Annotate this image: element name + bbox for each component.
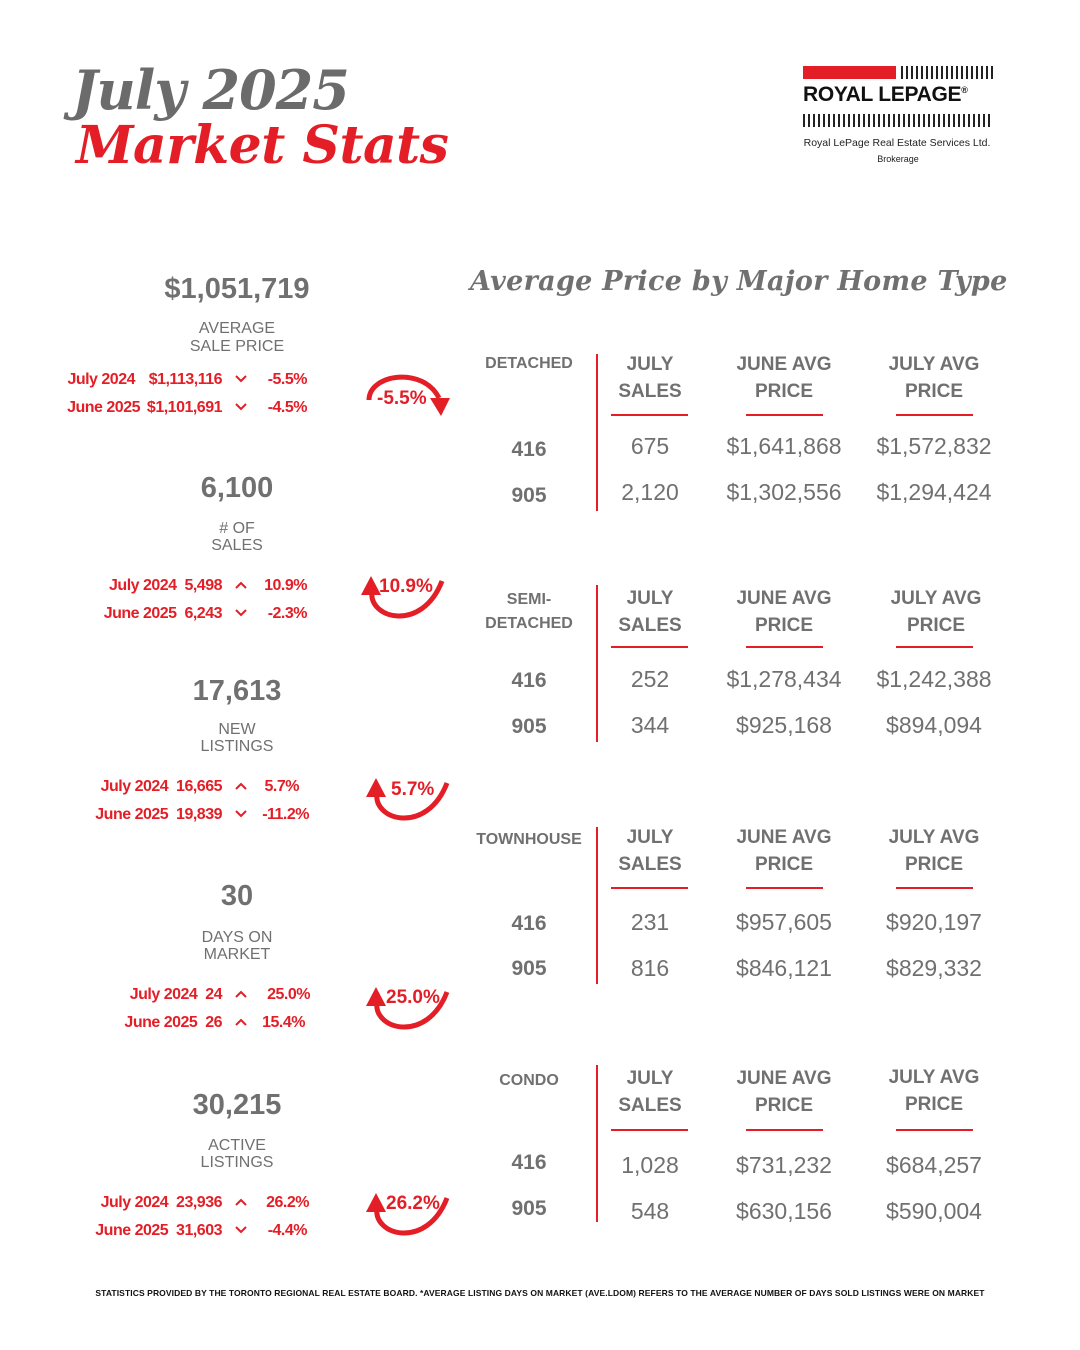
stat-label-line1: AVERAGE xyxy=(198,320,276,337)
comparison-change: -5.5% xyxy=(267,371,307,388)
chevron-up-icon xyxy=(233,780,249,792)
arrow-label-new-listings: 5.7% xyxy=(391,779,435,800)
arrow-label-sales: 10.9% xyxy=(379,576,433,597)
cell-july-avg: $1,294,424 xyxy=(876,479,992,505)
cell-july-avg: $894,094 xyxy=(886,712,982,738)
comparison-change: 5.7% xyxy=(264,778,299,795)
comparison-period: June 2025 19,839 xyxy=(95,806,222,823)
stat-days-on-market-value: 30 xyxy=(220,880,254,912)
header-underline xyxy=(611,414,688,416)
column-header: JULY SALES xyxy=(618,354,682,402)
stat-sales-value: 6,100 xyxy=(200,472,274,504)
stat-average-sale-price-value: $1,051,719 xyxy=(164,273,310,305)
comparison-change: -4.5% xyxy=(267,399,307,416)
cell-july-avg: $1,572,832 xyxy=(876,433,992,459)
region-label: 905 xyxy=(511,1197,547,1220)
comparison-row xyxy=(0,399,320,419)
cell-june-avg: $925,168 xyxy=(736,712,832,738)
stat-label-line2: SALE PRICE xyxy=(189,338,285,355)
column-header: JUNE AVG PRICE xyxy=(736,827,832,875)
header-underline xyxy=(896,887,973,889)
header-underline xyxy=(611,1129,688,1131)
cell-sales: 548 xyxy=(630,1198,670,1224)
cell-july-avg: $590,004 xyxy=(886,1198,982,1224)
home-type-label: SEMI- DETACHED xyxy=(485,591,573,632)
logo-red-bar xyxy=(803,66,896,79)
chevron-up-icon xyxy=(233,579,249,591)
region-label: 416 xyxy=(511,912,547,935)
chevron-down-icon xyxy=(233,1224,249,1236)
column-header: JUNE AVG PRICE xyxy=(736,354,832,402)
cell-sales: 231 xyxy=(630,909,670,935)
header-underline xyxy=(746,1129,823,1131)
stat-label-line2: MARKET xyxy=(203,946,271,963)
cell-july-avg: $829,332 xyxy=(886,955,982,981)
column-header: JUNE AVG PRICE xyxy=(736,588,832,636)
comparison-period: June 2025 xyxy=(67,399,140,416)
comparison-row xyxy=(0,577,320,597)
stat-new-listings-value: 17,613 xyxy=(192,675,282,707)
header-underline xyxy=(746,646,823,648)
cell-sales: 1,028 xyxy=(621,1152,679,1178)
column-header: JULY SALES xyxy=(618,827,682,875)
cell-june-avg: $957,605 xyxy=(736,909,832,935)
comparison-row xyxy=(0,605,320,625)
chevron-up-icon xyxy=(233,1196,249,1208)
section-title: Average Price by Major Home Type xyxy=(470,266,1008,297)
header-underline xyxy=(896,414,973,416)
stat-label-line1: # OF xyxy=(219,520,255,537)
header-underline xyxy=(611,887,688,889)
comparison-row xyxy=(0,1222,320,1242)
comparison-change: 15.4% xyxy=(262,1014,305,1031)
header-underline xyxy=(896,646,973,648)
comparison-row xyxy=(0,1014,320,1034)
logo-brokerage: Brokerage xyxy=(877,154,919,164)
column-header: JULY AVG PRICE xyxy=(888,827,980,875)
stat-label-line2: LISTINGS xyxy=(200,1154,274,1171)
arrow-label-active-listings: 26.2% xyxy=(386,1193,440,1214)
comparison-change: 25.0% xyxy=(267,986,310,1003)
comparison-change: 26.2% xyxy=(266,1194,309,1211)
stat-label-line2: SALES xyxy=(211,537,263,554)
comparison-period: July 2024 xyxy=(67,371,135,388)
region-label: 905 xyxy=(511,957,547,980)
comparison-change: -2.3% xyxy=(267,605,307,622)
comparison-period: June 2025 6,243 xyxy=(103,605,222,622)
arrow-label-days-on-market: 25.0% xyxy=(386,987,440,1008)
header-underline xyxy=(611,646,688,648)
header-underline xyxy=(746,414,823,416)
column-header: JULY SALES xyxy=(618,588,682,636)
title-market-stats: Market Stats xyxy=(76,115,449,176)
cell-june-avg: $630,156 xyxy=(736,1198,832,1224)
comparison-row xyxy=(0,778,320,798)
chevron-down-icon xyxy=(233,373,249,385)
cell-july-avg: $920,197 xyxy=(886,909,982,935)
stat-label-line1: ACTIVE xyxy=(208,1137,266,1154)
comparison-period: July 2024 23,936 xyxy=(100,1194,222,1211)
column-header: JUNE AVG PRICE xyxy=(736,1068,832,1116)
comparison-change: -4.4% xyxy=(267,1222,307,1239)
arrow-label-average-price: -5.5% xyxy=(377,388,427,409)
cell-june-avg: $1,302,556 xyxy=(726,479,842,505)
cell-june-avg: $1,278,434 xyxy=(726,666,842,692)
chevron-up-icon xyxy=(233,1016,249,1028)
comparison-amount: $1,113,116 xyxy=(148,371,222,388)
cell-july-avg: $1,242,388 xyxy=(876,666,992,692)
logo-barcode-stripes-bottom xyxy=(803,114,993,127)
comparison-row xyxy=(0,1194,320,1214)
comparison-amount: $1,101,691 xyxy=(146,399,222,416)
stat-label-line1: NEW xyxy=(218,721,256,738)
comparison-period: July 2024 24 xyxy=(129,986,222,1003)
stat-label-line2: LISTINGS xyxy=(200,738,274,755)
cell-june-avg: $731,232 xyxy=(736,1152,832,1178)
comparison-row xyxy=(0,371,320,391)
column-header: JULY AVG PRICE xyxy=(890,588,982,636)
stat-label-line1: DAYS ON xyxy=(201,929,273,946)
column-header: JULY AVG PRICE xyxy=(888,354,980,402)
logo-company-name: Royal LePage Real Estate Services Ltd. xyxy=(803,137,991,149)
header-underline xyxy=(896,1129,973,1131)
cell-june-avg: $1,641,868 xyxy=(726,433,842,459)
chevron-up-icon xyxy=(233,988,249,1000)
cell-sales: 2,120 xyxy=(621,479,679,505)
comparison-period: June 2025 26 xyxy=(124,1014,222,1031)
title-month-year: July 2025 xyxy=(72,58,349,122)
cell-sales: 816 xyxy=(630,955,670,981)
cell-july-avg: $684,257 xyxy=(886,1152,982,1178)
home-type-label: CONDO xyxy=(499,1072,559,1089)
region-label: 416 xyxy=(511,1151,547,1174)
comparison-change: 10.9% xyxy=(264,577,307,594)
cell-sales: 675 xyxy=(630,433,670,459)
region-label: 905 xyxy=(511,484,547,507)
region-label: 416 xyxy=(511,669,547,692)
stat-active-listings-value: 30,215 xyxy=(192,1089,282,1121)
chevron-down-icon xyxy=(233,607,249,619)
footer-disclaimer: STATISTICS PROVIDED BY THE TORONTO REGIONAL REAL ESTATE BOARD. *AVERAGE LISTING DAYS ON MARKET (AVE.LDOM) REFERS TO THE AVERAGE NUMBER OF DAYS SOLD LISTINGS WERE ON MARKET xyxy=(95,1288,985,1298)
region-label: 905 xyxy=(511,715,547,738)
home-type-label: TOWNHOUSE xyxy=(476,831,582,848)
column-header: JULY AVG PRICE xyxy=(888,1067,980,1115)
chevron-down-icon xyxy=(233,808,249,820)
logo-barcode-stripes xyxy=(901,66,993,79)
cell-june-avg: $846,121 xyxy=(736,955,832,981)
comparison-row xyxy=(0,806,320,826)
region-label: 416 xyxy=(511,438,547,461)
comparison-period: July 2024 5,498 xyxy=(109,577,222,594)
comparison-period: June 2025 31,603 xyxy=(95,1222,222,1239)
comparison-change: -11.2% xyxy=(262,806,309,823)
cell-sales: 344 xyxy=(630,712,670,738)
cell-sales: 252 xyxy=(630,666,670,692)
column-header: JULY SALES xyxy=(618,1068,682,1116)
comparison-period: July 2024 16,665 xyxy=(100,778,222,795)
header-underline xyxy=(746,887,823,889)
chevron-down-icon xyxy=(233,401,249,413)
logo-wordmark: ROYAL LEPAGE® xyxy=(803,83,968,106)
comparison-row xyxy=(0,986,320,1006)
home-type-label: DETACHED xyxy=(485,355,573,372)
